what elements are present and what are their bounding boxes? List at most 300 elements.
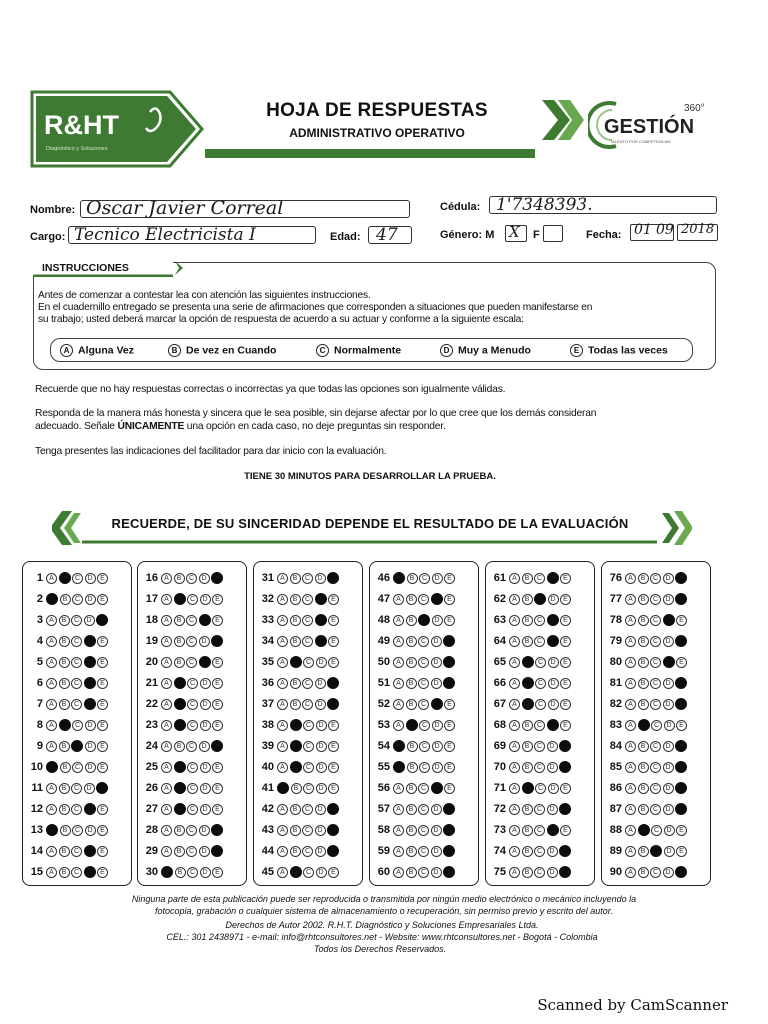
answer-bubble-d[interactable]: D: [663, 741, 674, 752]
answer-bubble-c[interactable]: C: [186, 615, 197, 626]
answer-bubble-b[interactable]: B: [174, 593, 186, 605]
answer-bubble-c[interactable]: C: [418, 636, 429, 647]
answer-bubble-e[interactable]: E: [444, 720, 455, 731]
answer-bubble-d[interactable]: D: [315, 699, 326, 710]
answer-bubble-e[interactable]: E: [97, 825, 108, 836]
answer-bubble-c[interactable]: C: [418, 846, 429, 857]
answer-bubble-a[interactable]: A: [393, 825, 404, 836]
answer-bubble-a[interactable]: A: [46, 636, 57, 647]
answer-bubble-c[interactable]: C: [71, 867, 82, 878]
answer-bubble-b[interactable]: B: [522, 677, 534, 689]
answer-bubble-b[interactable]: B: [522, 804, 533, 815]
answer-bubble-b[interactable]: B: [59, 846, 70, 857]
answer-bubble-b[interactable]: B: [290, 719, 302, 731]
answer-bubble-c[interactable]: C: [418, 699, 429, 710]
answer-bubble-c[interactable]: C: [535, 699, 546, 710]
answer-bubble-e[interactable]: E: [97, 762, 108, 773]
answer-bubble-b[interactable]: B: [407, 741, 418, 752]
answer-bubble-a[interactable]: A: [393, 657, 404, 668]
answer-bubble-b[interactable]: B: [290, 573, 301, 584]
answer-bubble-e[interactable]: E: [676, 720, 687, 731]
answer-bubble-d[interactable]: D: [316, 783, 327, 794]
answer-bubble-c[interactable]: C: [650, 573, 661, 584]
answer-bubble-b[interactable]: B: [59, 657, 70, 668]
answer-bubble-a[interactable]: A: [46, 699, 57, 710]
answer-bubble-c[interactable]: C: [535, 783, 546, 794]
answer-bubble-e[interactable]: E: [96, 782, 108, 794]
answer-bubble-c[interactable]: C: [72, 720, 83, 731]
answer-bubble-e[interactable]: E: [675, 572, 687, 584]
answer-bubble-d[interactable]: D: [315, 846, 326, 857]
answer-bubble-c[interactable]: C: [650, 783, 661, 794]
answer-bubble-a[interactable]: A: [625, 678, 636, 689]
answer-bubble-d[interactable]: D: [84, 803, 96, 815]
answer-bubble-e[interactable]: E: [328, 741, 339, 752]
answer-bubble-a[interactable]: A: [509, 804, 520, 815]
answer-bubble-b[interactable]: B: [290, 594, 301, 605]
answer-bubble-d[interactable]: D: [548, 657, 559, 668]
answer-bubble-d[interactable]: D: [431, 867, 442, 878]
answer-bubble-a[interactable]: A: [161, 866, 173, 878]
answer-bubble-b[interactable]: B: [406, 657, 417, 668]
answer-bubble-d[interactable]: D: [199, 741, 210, 752]
answer-bubble-c[interactable]: C: [534, 720, 545, 731]
answer-bubble-c[interactable]: C: [302, 699, 313, 710]
answer-bubble-c[interactable]: C: [302, 804, 313, 815]
answer-bubble-b[interactable]: B: [290, 699, 301, 710]
answer-bubble-a[interactable]: A: [161, 678, 172, 689]
answer-bubble-d[interactable]: D: [315, 573, 326, 584]
answer-bubble-a[interactable]: A: [509, 615, 520, 626]
answer-bubble-d[interactable]: D: [85, 573, 96, 584]
answer-bubble-c[interactable]: C: [650, 636, 661, 647]
answer-bubble-c[interactable]: C: [302, 678, 313, 689]
answer-bubble-b[interactable]: B: [290, 740, 302, 752]
answer-bubble-c[interactable]: C: [302, 636, 313, 647]
answer-bubble-e[interactable]: E: [443, 824, 455, 836]
answer-bubble-b[interactable]: B: [406, 867, 417, 878]
answer-bubble-b[interactable]: B: [59, 699, 70, 710]
answer-bubble-e[interactable]: E: [97, 804, 108, 815]
answer-bubble-e[interactable]: E: [443, 635, 455, 647]
answer-bubble-d[interactable]: D: [199, 825, 210, 836]
answer-bubble-a[interactable]: A: [46, 846, 57, 857]
answer-bubble-d[interactable]: D: [547, 824, 559, 836]
answer-bubble-e[interactable]: E: [559, 761, 571, 773]
answer-bubble-c[interactable]: C: [71, 740, 83, 752]
answer-bubble-c[interactable]: C: [303, 783, 314, 794]
answer-bubble-e[interactable]: E: [212, 720, 223, 731]
answer-bubble-c[interactable]: C: [72, 573, 83, 584]
answer-bubble-b[interactable]: B: [174, 741, 185, 752]
answer-bubble-e[interactable]: E: [97, 720, 108, 731]
answer-bubble-c[interactable]: C: [534, 741, 545, 752]
answer-bubble-d[interactable]: D: [200, 594, 211, 605]
answer-bubble-c[interactable]: C: [418, 867, 429, 878]
answer-bubble-c[interactable]: C: [302, 615, 313, 626]
answer-bubble-d[interactable]: D: [663, 699, 674, 710]
answer-bubble-e[interactable]: E: [212, 615, 223, 626]
answer-bubble-e[interactable]: E: [97, 741, 108, 752]
answer-bubble-b[interactable]: B: [522, 698, 534, 710]
answer-bubble-d[interactable]: D: [547, 804, 558, 815]
answer-bubble-c[interactable]: C: [71, 783, 82, 794]
answer-bubble-c[interactable]: C: [187, 762, 198, 773]
answer-bubble-a[interactable]: A: [625, 615, 636, 626]
answer-bubble-d[interactable]: D: [315, 614, 327, 626]
answer-bubble-b[interactable]: B: [522, 782, 534, 794]
answer-bubble-a[interactable]: A: [161, 720, 172, 731]
answer-bubble-c[interactable]: C: [186, 636, 197, 647]
answer-bubble-b[interactable]: B: [522, 762, 533, 773]
answer-bubble-d[interactable]: D: [84, 845, 96, 857]
answer-bubble-b[interactable]: B: [638, 636, 649, 647]
answer-bubble-c[interactable]: C: [534, 593, 546, 605]
answer-bubble-c[interactable]: C: [418, 678, 429, 689]
answer-bubble-d[interactable]: D: [84, 783, 95, 794]
answer-bubble-c[interactable]: C: [302, 846, 313, 857]
answer-bubble-d[interactable]: D: [316, 657, 327, 668]
answer-bubble-e[interactable]: E: [212, 762, 223, 773]
answer-bubble-b[interactable]: B: [638, 594, 649, 605]
answer-bubble-c[interactable]: C: [303, 741, 314, 752]
answer-bubble-c[interactable]: C: [534, 636, 545, 647]
answer-bubble-c[interactable]: C: [186, 741, 197, 752]
answer-bubble-b[interactable]: B: [638, 762, 649, 773]
answer-bubble-d[interactable]: D: [547, 846, 558, 857]
answer-bubble-e[interactable]: E: [212, 804, 223, 815]
answer-bubble-a[interactable]: A: [277, 636, 288, 647]
answer-bubble-a[interactable]: A: [161, 846, 172, 857]
answer-bubble-b[interactable]: B: [522, 720, 533, 731]
answer-bubble-b[interactable]: B: [174, 677, 186, 689]
answer-bubble-b[interactable]: B: [406, 699, 417, 710]
answer-bubble-c[interactable]: C: [651, 825, 662, 836]
answer-bubble-c[interactable]: C: [303, 762, 314, 773]
answer-bubble-a[interactable]: A: [393, 699, 404, 710]
answer-bubble-a[interactable]: A: [277, 782, 289, 794]
answer-bubble-d[interactable]: D: [84, 698, 96, 710]
answer-bubble-d[interactable]: D: [200, 783, 211, 794]
answer-bubble-c[interactable]: C: [650, 678, 661, 689]
answer-bubble-e[interactable]: E: [443, 677, 455, 689]
answer-bubble-d[interactable]: D: [663, 573, 674, 584]
answer-bubble-a[interactable]: A: [277, 762, 288, 773]
answer-bubble-e[interactable]: E: [328, 762, 339, 773]
answer-bubble-b[interactable]: B: [290, 636, 301, 647]
answer-bubble-e[interactable]: E: [97, 657, 108, 668]
answer-bubble-c[interactable]: C: [72, 594, 83, 605]
answer-bubble-a[interactable]: A: [625, 825, 636, 836]
answer-bubble-b[interactable]: B: [290, 656, 302, 668]
answer-bubble-b[interactable]: B: [522, 867, 533, 878]
answer-bubble-e[interactable]: E: [443, 656, 455, 668]
answer-bubble-d[interactable]: D: [200, 804, 211, 815]
answer-bubble-a[interactable]: A: [277, 720, 288, 731]
answer-bubble-d[interactable]: D: [431, 804, 442, 815]
answer-bubble-e[interactable]: E: [560, 699, 571, 710]
answer-bubble-b[interactable]: B: [59, 615, 70, 626]
answer-bubble-b[interactable]: B: [638, 573, 649, 584]
answer-bubble-d[interactable]: D: [199, 614, 211, 626]
answer-bubble-e[interactable]: E: [676, 657, 687, 668]
answer-bubble-e[interactable]: E: [675, 593, 687, 605]
answer-bubble-c[interactable]: C: [650, 594, 661, 605]
answer-bubble-e[interactable]: E: [444, 741, 455, 752]
answer-bubble-a[interactable]: A: [161, 615, 172, 626]
answer-bubble-a[interactable]: A: [277, 804, 288, 815]
answer-bubble-e[interactable]: E: [675, 740, 687, 752]
answer-bubble-c[interactable]: C: [71, 846, 82, 857]
answer-bubble-e[interactable]: E: [676, 846, 687, 857]
answer-bubble-a[interactable]: A: [393, 846, 404, 857]
answer-bubble-b[interactable]: B: [174, 657, 185, 668]
answer-bubble-d[interactable]: D: [547, 762, 558, 773]
answer-bubble-e[interactable]: E: [560, 594, 571, 605]
answer-bubble-c[interactable]: C: [72, 762, 83, 773]
answer-bubble-d[interactable]: D: [431, 846, 442, 857]
answer-bubble-e[interactable]: E: [559, 866, 571, 878]
answer-bubble-b[interactable]: B: [638, 741, 649, 752]
answer-bubble-a[interactable]: A: [46, 573, 57, 584]
answer-bubble-a[interactable]: A: [509, 636, 520, 647]
answer-bubble-e[interactable]: E: [327, 698, 339, 710]
answer-bubble-d[interactable]: D: [84, 656, 96, 668]
answer-bubble-a[interactable]: A: [625, 699, 636, 710]
answer-bubble-a[interactable]: A: [161, 657, 172, 668]
answer-bubble-b[interactable]: B: [406, 615, 417, 626]
answer-bubble-b[interactable]: B: [174, 761, 186, 773]
answer-bubble-a[interactable]: A: [161, 594, 172, 605]
answer-bubble-d[interactable]: D: [200, 678, 211, 689]
answer-bubble-a[interactable]: A: [625, 657, 636, 668]
answer-bubble-d[interactable]: D: [431, 698, 443, 710]
answer-bubble-e[interactable]: E: [559, 740, 571, 752]
answer-bubble-b[interactable]: B: [406, 783, 417, 794]
answer-bubble-a[interactable]: A: [277, 678, 288, 689]
answer-bubble-d[interactable]: D: [432, 741, 443, 752]
answer-bubble-e[interactable]: E: [97, 678, 108, 689]
answer-bubble-c[interactable]: C: [650, 741, 661, 752]
answer-bubble-d[interactable]: D: [431, 678, 442, 689]
answer-bubble-a[interactable]: A: [46, 824, 58, 836]
answer-bubble-b[interactable]: B: [638, 699, 649, 710]
answer-bubble-a[interactable]: A: [625, 762, 636, 773]
answer-bubble-d[interactable]: D: [85, 594, 96, 605]
answer-bubble-e[interactable]: E: [211, 572, 223, 584]
answer-bubble-e[interactable]: E: [96, 614, 108, 626]
answer-bubble-d[interactable]: D: [663, 678, 674, 689]
answer-bubble-b[interactable]: B: [60, 762, 71, 773]
answer-bubble-c[interactable]: C: [534, 615, 545, 626]
answer-bubble-d[interactable]: D: [84, 866, 96, 878]
answer-bubble-b[interactable]: B: [522, 573, 533, 584]
answer-bubble-a[interactable]: A: [509, 678, 520, 689]
answer-bubble-b[interactable]: B: [638, 657, 649, 668]
answer-bubble-d[interactable]: D: [316, 867, 327, 878]
answer-bubble-a[interactable]: A: [277, 825, 288, 836]
answer-bubble-c[interactable]: C: [303, 720, 314, 731]
answer-bubble-e[interactable]: E: [328, 615, 339, 626]
answer-bubble-e[interactable]: E: [212, 783, 223, 794]
answer-bubble-d[interactable]: D: [664, 720, 675, 731]
answer-bubble-a[interactable]: A: [161, 699, 172, 710]
answer-bubble-d[interactable]: D: [548, 699, 559, 710]
answer-bubble-c[interactable]: C: [534, 762, 545, 773]
answer-bubble-d[interactable]: D: [663, 656, 675, 668]
answer-bubble-e[interactable]: E: [444, 573, 455, 584]
answer-bubble-b[interactable]: B: [522, 656, 534, 668]
answer-bubble-a[interactable]: A: [509, 594, 520, 605]
answer-bubble-d[interactable]: D: [85, 741, 96, 752]
answer-bubble-c[interactable]: C: [71, 615, 82, 626]
answer-bubble-c[interactable]: C: [303, 657, 314, 668]
answer-bubble-e[interactable]: E: [443, 866, 455, 878]
answer-bubble-b[interactable]: B: [638, 824, 650, 836]
answer-bubble-b[interactable]: B: [290, 615, 301, 626]
answer-bubble-c[interactable]: C: [186, 846, 197, 857]
answer-bubble-c[interactable]: C: [186, 573, 197, 584]
answer-bubble-a[interactable]: A: [393, 615, 404, 626]
answer-bubble-b[interactable]: B: [174, 825, 185, 836]
answer-bubble-d[interactable]: D: [432, 762, 443, 773]
answer-bubble-c[interactable]: C: [72, 825, 83, 836]
answer-bubble-b[interactable]: B: [60, 594, 71, 605]
answer-bubble-a[interactable]: A: [393, 572, 405, 584]
answer-bubble-e[interactable]: E: [444, 615, 455, 626]
answer-bubble-a[interactable]: A: [46, 783, 57, 794]
answer-bubble-c[interactable]: C: [419, 762, 430, 773]
answer-bubble-c[interactable]: C: [186, 657, 197, 668]
answer-bubble-c[interactable]: C: [534, 804, 545, 815]
answer-bubble-d[interactable]: D: [199, 636, 210, 647]
answer-bubble-b[interactable]: B: [406, 636, 417, 647]
answer-bubble-b[interactable]: B: [59, 783, 70, 794]
answer-bubble-d[interactable]: D: [663, 594, 674, 605]
answer-bubble-d[interactable]: D: [84, 615, 95, 626]
answer-bubble-d[interactable]: D: [664, 846, 675, 857]
answer-bubble-a[interactable]: A: [625, 720, 636, 731]
answer-bubble-a[interactable]: A: [625, 594, 636, 605]
answer-bubble-e[interactable]: E: [675, 782, 687, 794]
answer-bubble-d[interactable]: D: [431, 782, 443, 794]
answer-bubble-a[interactable]: A: [625, 783, 636, 794]
answer-bubble-b[interactable]: B: [407, 762, 418, 773]
answer-bubble-b[interactable]: B: [290, 804, 301, 815]
answer-bubble-b[interactable]: B: [406, 678, 417, 689]
answer-bubble-a[interactable]: A: [161, 783, 172, 794]
answer-bubble-e[interactable]: E: [676, 825, 687, 836]
answer-bubble-d[interactable]: D: [85, 720, 96, 731]
answer-bubble-e[interactable]: E: [327, 677, 339, 689]
answer-bubble-d[interactable]: D: [432, 720, 443, 731]
answer-bubble-a[interactable]: A: [46, 657, 57, 668]
answer-bubble-c[interactable]: C: [650, 615, 661, 626]
answer-bubble-d[interactable]: D: [663, 867, 674, 878]
answer-bubble-a[interactable]: A: [393, 761, 405, 773]
answer-bubble-d[interactable]: D: [431, 825, 442, 836]
answer-bubble-d[interactable]: D: [199, 846, 210, 857]
answer-bubble-c[interactable]: C: [418, 825, 429, 836]
answer-bubble-a[interactable]: A: [46, 741, 57, 752]
answer-bubble-a[interactable]: A: [393, 867, 404, 878]
answer-bubble-c[interactable]: C: [650, 867, 661, 878]
answer-bubble-a[interactable]: A: [277, 741, 288, 752]
answer-bubble-a[interactable]: A: [625, 573, 636, 584]
answer-bubble-e[interactable]: E: [328, 657, 339, 668]
answer-bubble-d[interactable]: D: [547, 572, 559, 584]
answer-bubble-d[interactable]: D: [84, 635, 96, 647]
answer-bubble-e[interactable]: E: [560, 825, 571, 836]
answer-bubble-a[interactable]: A: [46, 615, 57, 626]
answer-bubble-e[interactable]: E: [444, 594, 455, 605]
answer-bubble-b[interactable]: B: [290, 866, 302, 878]
answer-bubble-c[interactable]: C: [534, 825, 545, 836]
answer-bubble-a[interactable]: A: [509, 825, 520, 836]
answer-bubble-a[interactable]: A: [161, 804, 172, 815]
answer-bubble-e[interactable]: E: [328, 783, 339, 794]
answer-bubble-c[interactable]: C: [187, 720, 198, 731]
answer-bubble-b[interactable]: B: [174, 782, 186, 794]
answer-bubble-e[interactable]: E: [327, 824, 339, 836]
answer-bubble-b[interactable]: B: [290, 825, 301, 836]
answer-bubble-b[interactable]: B: [406, 846, 417, 857]
answer-bubble-a[interactable]: A: [277, 594, 288, 605]
answer-bubble-a[interactable]: A: [161, 825, 172, 836]
answer-bubble-d[interactable]: D: [316, 720, 327, 731]
answer-bubble-e[interactable]: E: [97, 573, 108, 584]
answer-bubble-e[interactable]: E: [97, 867, 108, 878]
answer-bubble-a[interactable]: A: [277, 573, 288, 584]
answer-bubble-b[interactable]: B: [406, 804, 417, 815]
answer-bubble-e[interactable]: E: [560, 720, 571, 731]
answer-bubble-e[interactable]: E: [675, 635, 687, 647]
answer-bubble-d[interactable]: D: [432, 615, 443, 626]
answer-bubble-e[interactable]: E: [328, 636, 339, 647]
answer-bubble-a[interactable]: A: [393, 720, 404, 731]
answer-bubble-b[interactable]: B: [290, 761, 302, 773]
answer-bubble-d[interactable]: D: [316, 762, 327, 773]
answer-bubble-d[interactable]: D: [199, 573, 210, 584]
answer-bubble-c[interactable]: C: [418, 657, 429, 668]
answer-bubble-e[interactable]: E: [328, 867, 339, 878]
answer-bubble-d[interactable]: D: [548, 678, 559, 689]
answer-bubble-d[interactable]: D: [548, 783, 559, 794]
answer-bubble-a[interactable]: A: [46, 761, 58, 773]
answer-bubble-c[interactable]: C: [418, 614, 430, 626]
answer-bubble-e[interactable]: E: [675, 698, 687, 710]
answer-bubble-a[interactable]: A: [509, 720, 520, 731]
answer-bubble-b[interactable]: B: [59, 719, 71, 731]
answer-bubble-a[interactable]: A: [393, 740, 405, 752]
answer-bubble-b[interactable]: B: [638, 804, 649, 815]
answer-bubble-b[interactable]: B: [59, 741, 70, 752]
answer-bubble-d[interactable]: D: [316, 741, 327, 752]
answer-bubble-a[interactable]: A: [46, 804, 57, 815]
answer-bubble-d[interactable]: D: [548, 594, 559, 605]
answer-bubble-d[interactable]: D: [85, 825, 96, 836]
answer-bubble-e[interactable]: E: [211, 824, 223, 836]
answer-bubble-d[interactable]: D: [85, 762, 96, 773]
answer-bubble-b[interactable]: B: [638, 783, 649, 794]
answer-bubble-e[interactable]: E: [97, 636, 108, 647]
answer-bubble-c[interactable]: C: [418, 783, 429, 794]
answer-bubble-e[interactable]: E: [211, 740, 223, 752]
answer-bubble-e[interactable]: E: [212, 657, 223, 668]
answer-bubble-b[interactable]: B: [638, 867, 649, 878]
answer-bubble-b[interactable]: B: [174, 846, 185, 857]
answer-bubble-c[interactable]: C: [302, 573, 313, 584]
